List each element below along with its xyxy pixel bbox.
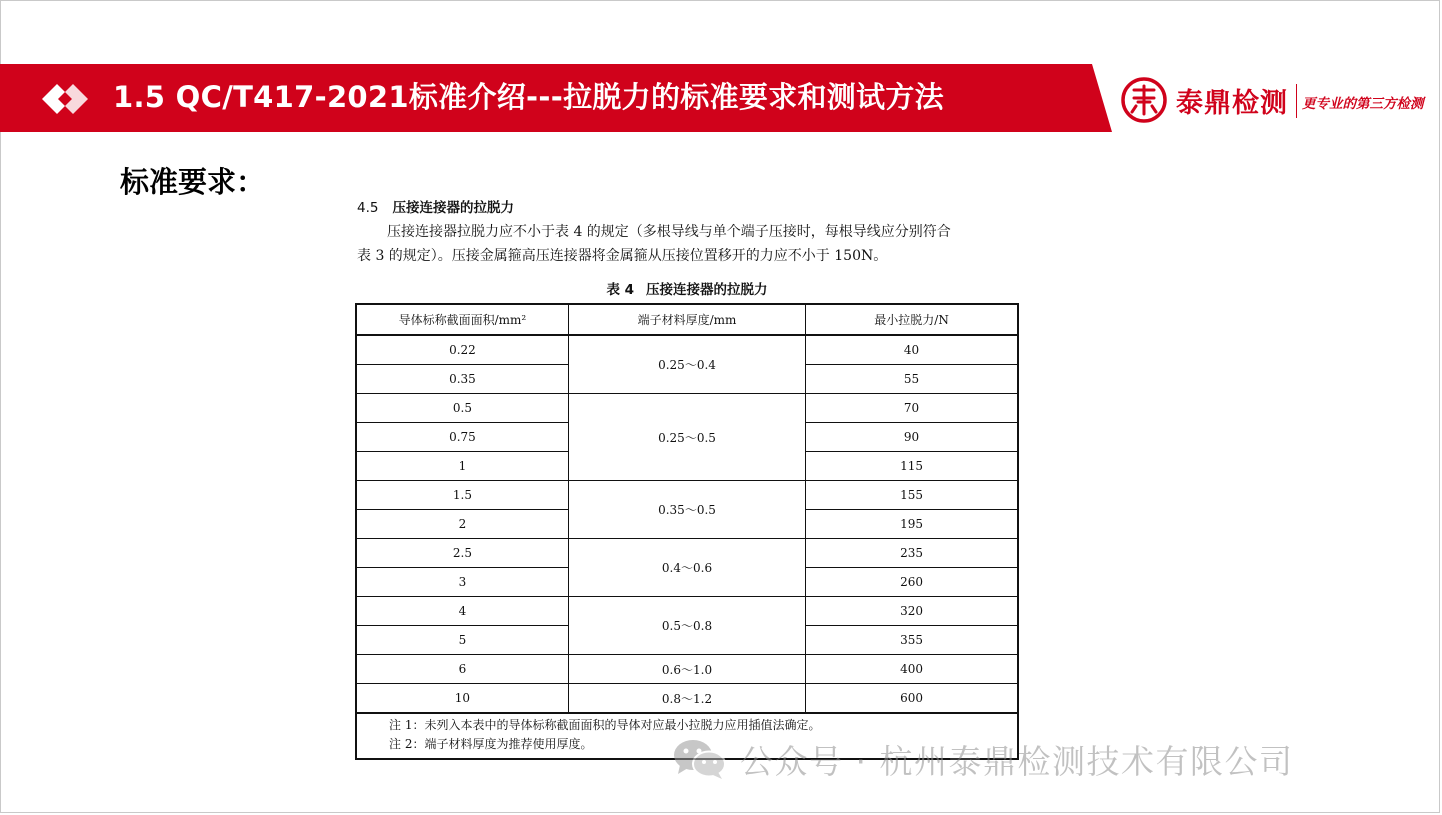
cell-force: 155: [806, 481, 1018, 510]
cell-thickness: 0.25～0.4: [568, 335, 805, 394]
table-row: [356, 597, 1018, 626]
table-row: [356, 335, 1018, 365]
brand-divider: [1296, 84, 1297, 118]
cell-force: 70: [806, 394, 1018, 423]
pull-out-force-table: [355, 303, 1019, 760]
cell-force: 355: [806, 626, 1018, 655]
header-force: 最小拉脱力/N: [806, 304, 1018, 335]
page-title: 1.5 QC/T417-2021标准介绍---拉脱力的标准要求和测试方法: [113, 80, 944, 114]
cell-force: 235: [806, 539, 1018, 568]
table-row: [356, 394, 1018, 423]
cell-area: 2: [356, 510, 568, 539]
cell-force: 40: [806, 335, 1018, 365]
cell-area: 6: [356, 655, 568, 684]
diamond-logo-icon: [40, 80, 90, 118]
table-row: [356, 481, 1018, 510]
wechat-icon: [672, 738, 728, 780]
clause-title: 压接连接器的拉脱力: [392, 200, 514, 216]
cell-force: 55: [806, 365, 1018, 394]
cell-force: 600: [806, 684, 1018, 714]
cell-area: 0.75: [356, 423, 568, 452]
header-area: 导体标称截面面积/mm²: [356, 304, 568, 335]
cell-thickness: 0.4～0.6: [568, 539, 805, 597]
cell-force: 320: [806, 597, 1018, 626]
clause-number: 4.5: [357, 200, 379, 216]
cell-area: 0.22: [356, 335, 568, 365]
clause-paragraph: [357, 220, 1017, 268]
cell-force: 90: [806, 423, 1018, 452]
paragraph-line-1: 压接连接器拉脱力应不小于表 4 的规定（多根导线与单个端子压接时，每根导线应分别符合: [387, 224, 951, 240]
seal-icon: [1120, 76, 1168, 124]
cell-area: 1: [356, 452, 568, 481]
cell-area: 10: [356, 684, 568, 714]
table-row: [356, 684, 1018, 714]
cell-area: 0.35: [356, 365, 568, 394]
section-label: 标准要求：: [120, 165, 266, 199]
cell-thickness: 0.8～1.2: [568, 684, 805, 714]
table-caption-number: 表 4: [606, 282, 635, 298]
cell-thickness: 0.25～0.5: [568, 394, 805, 481]
cell-force: 115: [806, 452, 1018, 481]
brand-slogan: 更专业的第三方检测: [1302, 96, 1424, 112]
cell-area: 5: [356, 626, 568, 655]
cell-area: 0.5: [356, 394, 568, 423]
table-caption: [355, 278, 1019, 298]
cell-area: 3: [356, 568, 568, 597]
table-note-1: 注 1：未列入本表中的导体标称截面面积的导体对应最小拉脱力应用插值法确定。: [389, 718, 821, 732]
cell-force: 400: [806, 655, 1018, 684]
paragraph-line-2: 表 3 的规定）。压接金属箍高压连接器将金属箍从压接位置移开的力应不小于 150N。: [357, 248, 888, 264]
table-row: [356, 539, 1018, 568]
table-row: [356, 655, 1018, 684]
table-body: [356, 335, 1018, 713]
header-thickness: 端子材料厚度/mm: [568, 304, 805, 335]
cell-thickness: 0.6～1.0: [568, 655, 805, 684]
cell-force: 260: [806, 568, 1018, 597]
cell-force: 195: [806, 510, 1018, 539]
cell-thickness: 0.35～0.5: [568, 481, 805, 539]
cell-area: 4: [356, 597, 568, 626]
cell-area: 2.5: [356, 539, 568, 568]
cell-area: 1.5: [356, 481, 568, 510]
brand-name: 泰鼎检测: [1176, 88, 1288, 119]
watermark-text: 公众号 · 杭州泰鼎检测技术有限公司: [740, 742, 1294, 781]
cell-thickness: 0.5～0.8: [568, 597, 805, 655]
clause-heading: [357, 196, 514, 216]
table-header-row: [356, 304, 1018, 335]
table-caption-title: 压接连接器的拉脱力: [646, 282, 768, 298]
table-note-2: 注 2：端子材料厚度为推荐使用厚度。: [389, 737, 593, 751]
